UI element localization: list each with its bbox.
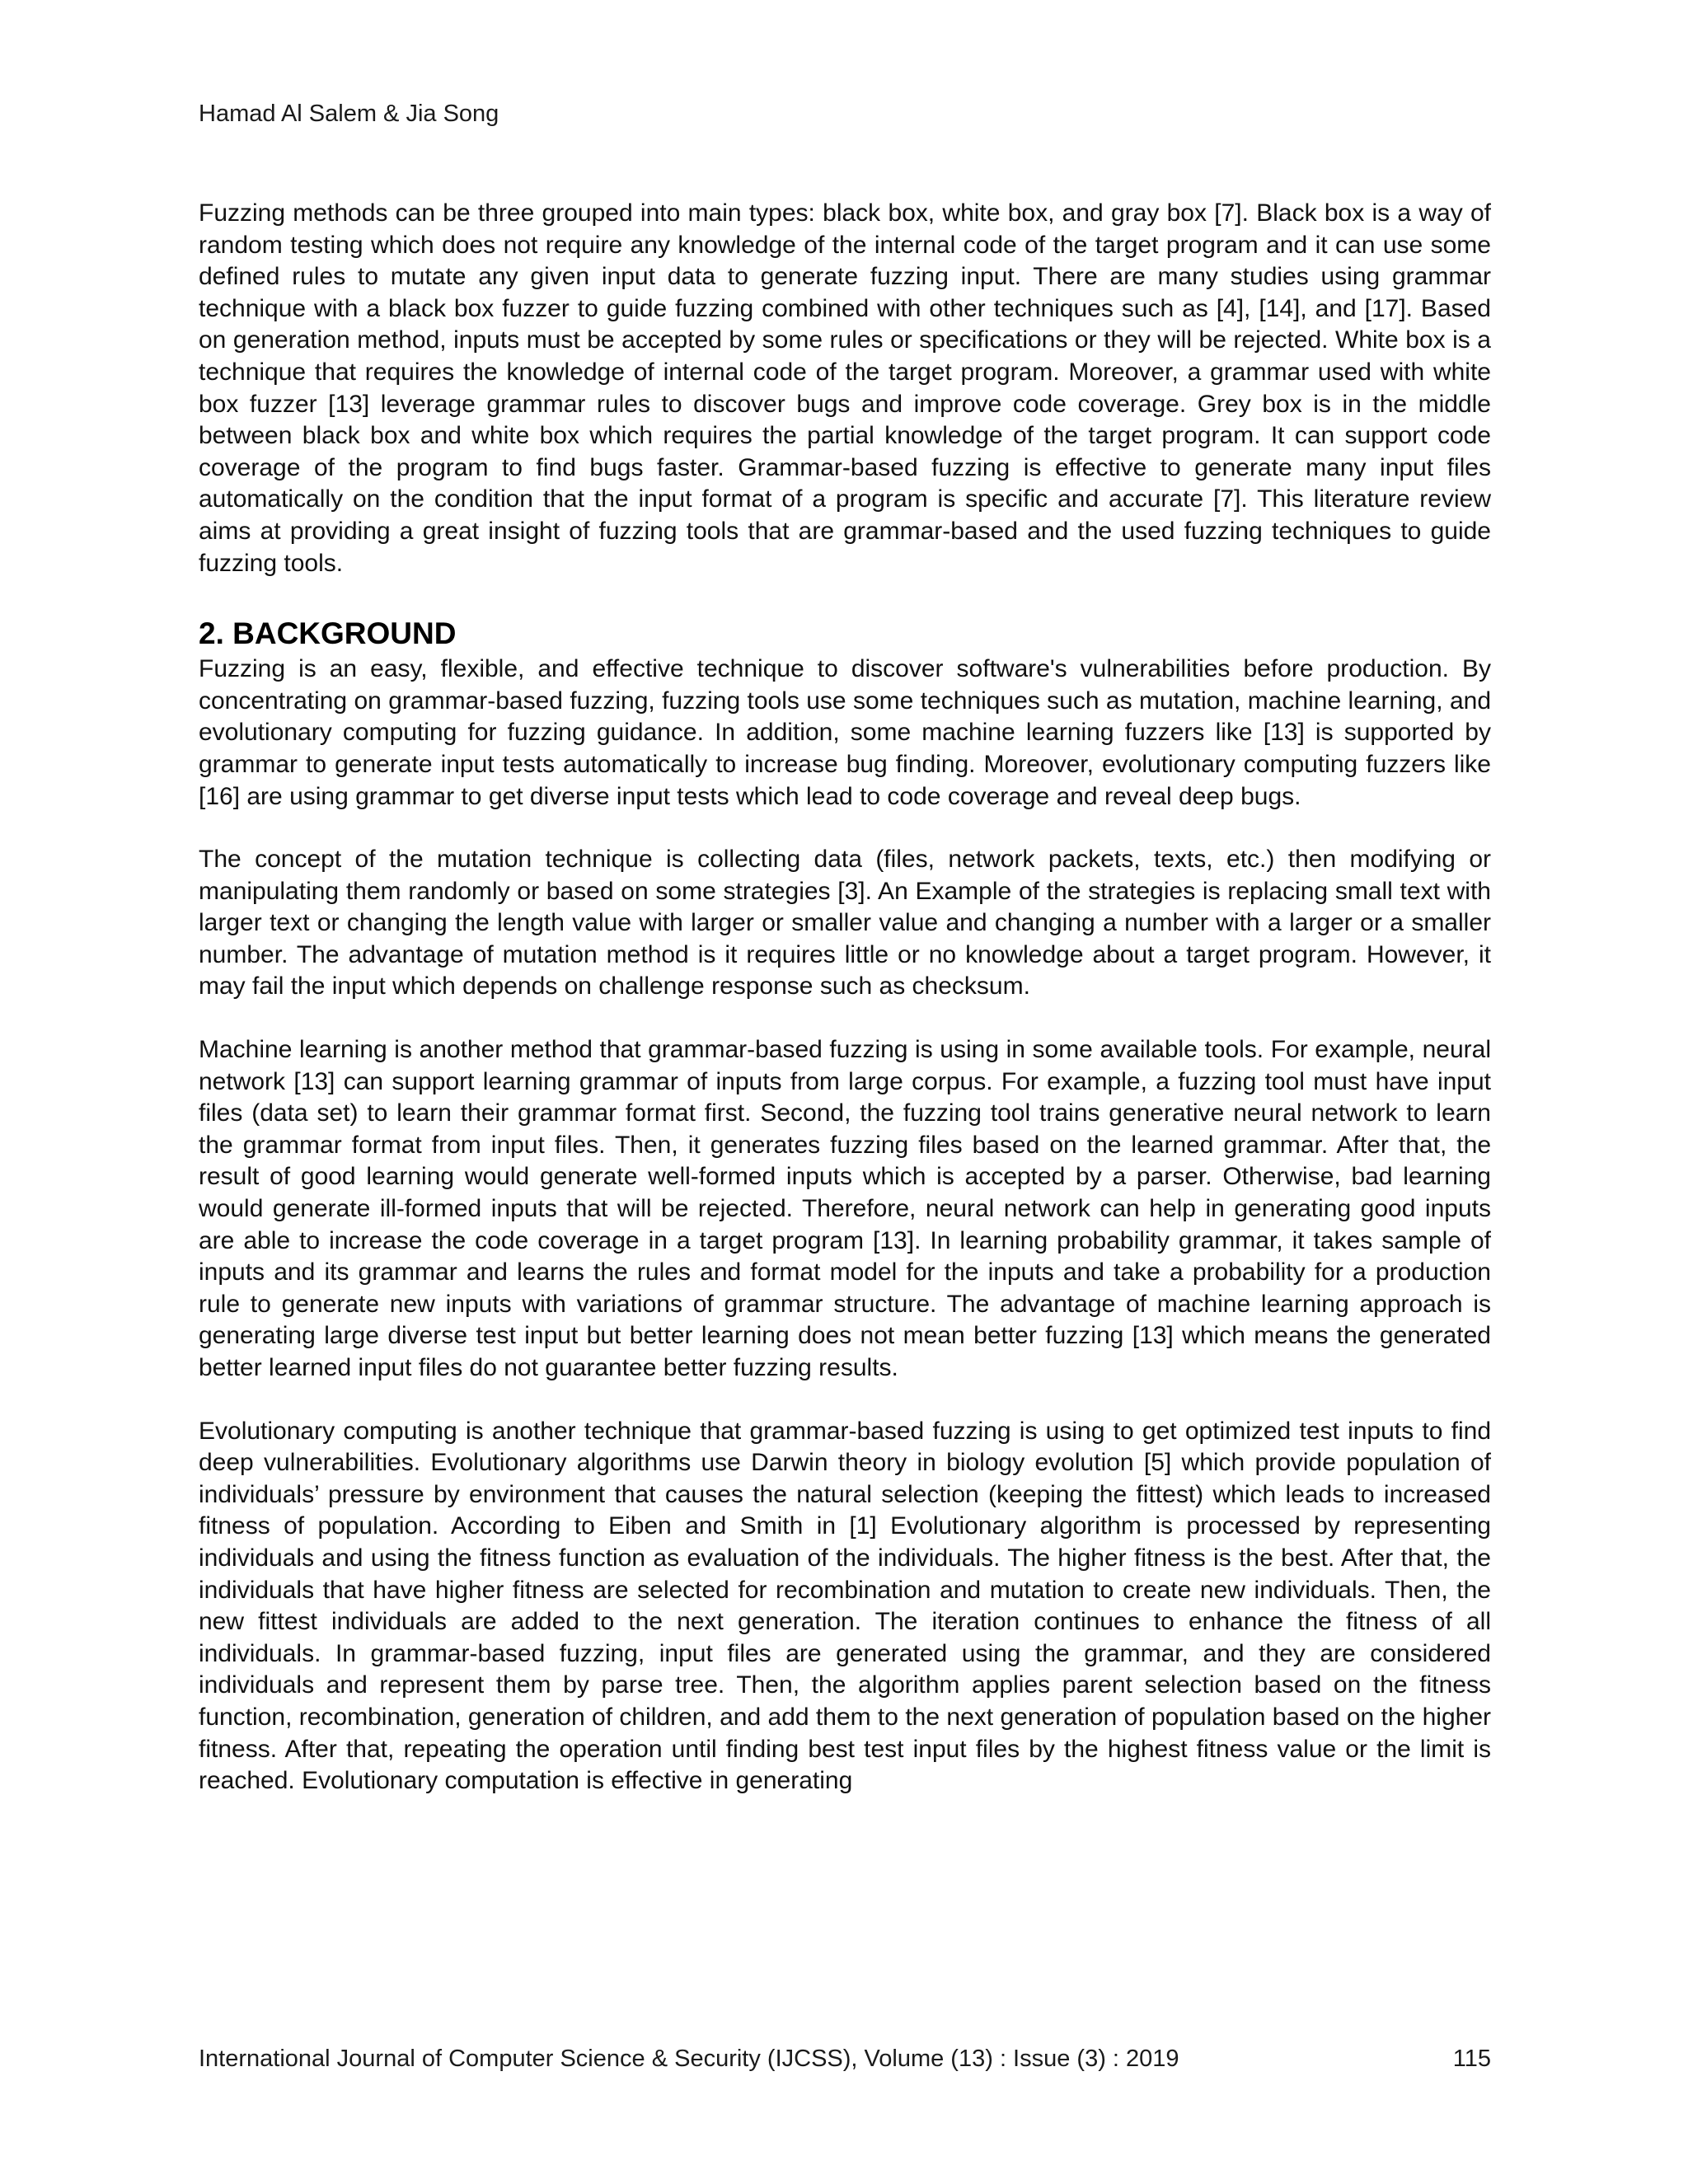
running-header-authors: Hamad Al Salem & Jia Song — [199, 101, 499, 127]
page-number: 115 — [1452, 2046, 1491, 2072]
intro-paragraph: Fuzzing methods can be three grouped into main types: black box, white box, and gray box [7]. Black box is a way of random testing which does not require any knowledge of the internal code of the target program and it can use some defined rules to mutate any given input data to generate fuzzing input. There are many studies using grammar technique with a black box fuzzer to guide fuzzing combined with other techniques such as [4], [14], and [17]. Based on generation method, inputs must be accepted by some rules or specifications or they will be rejected. White box is a technique that requires the knowledge of internal code of the target program. Moreover, a grammar used with white box fuzzer [13] leverage grammar rules to discover bugs and improve code coverage. Grey box is in the middle between black box and white box which requires the partial knowledge of the target program. It can support code coverage of the program to find bugs faster. Grammar-based fuzzing is effective to generate many input files automatically on the condition that the input format of a program is specific and accurate [7]. This literature review aims at providing a great insight of fuzzing tools that are grammar-based and the used fuzzing techniques to guide fuzzing tools. — [199, 199, 1491, 577]
page-footer — [199, 2042, 1491, 2075]
footer-journal-citation: International Journal of Computer Science & Security (IJCSS), Volume (13) : Issue (3) : 2019 — [199, 2046, 1179, 2072]
body-column — [199, 198, 1491, 1797]
body-paragraph: The concept of the mutation technique is collecting data (files, network packets, texts, etc.) then modifying or manipulating them randomly or based on some strategies [3]. An Example of the strategies is replacing small text with larger text or changing the length value with larger or smaller value and changing a number with a larger or a smaller number. The advantage of mutation method is it requires little or no knowledge about a target program. However, it may fail the input which depends on challenge response such as checksum. — [199, 846, 1491, 1001]
body-paragraph: Fuzzing is an easy, flexible, and effective technique to discover software's vulnerabilities before production. By concentrating on grammar-based fuzzing, fuzzing tools use some techniques such as mutation, machine learning, and evolutionary computing for fuzzing guidance. In addition, some machine learning fuzzers like [13] is supported by grammar to generate input tests automatically to increase bug finding. Moreover, evolutionary computing fuzzers like [16] are using grammar to get diverse input tests which lead to code coverage and reveal deep bugs. — [199, 655, 1491, 810]
body-paragraph: Machine learning is another method that grammar-based fuzzing is using in some available tools. For example, neural network [13] can support learning grammar of inputs from large corpus. For example, a fuzzing tool must have input files (data set) to learn their grammar format first. Second, the fuzzing tool trains generative neural network to learn the grammar format from input files. Then, it generates fuzzing files based on the learned grammar. After that, the result of good learning would generate well-formed inputs which is accepted by a parser. Otherwise, bad learning would generate ill-formed inputs that will be rejected. Therefore, neural network can help in generating good inputs are able to increase the code coverage in a target program [13]. In learning probability grammar, it takes sample of inputs and its grammar and learns the rules and format model for the inputs and take a probability for a production rule to generate new inputs with variations of grammar structure. The advantage of machine learning approach is generating large diverse test input but better learning does not mean better fuzzing [13] which means the generated better learned input files do not guarantee better fuzzing results. — [199, 1036, 1491, 1381]
section-heading-background: 2. BACKGROUND — [199, 616, 457, 651]
body-paragraph: Evolutionary computing is another technique that grammar-based fuzzing is using to get optimized test inputs to find deep vulnerabilities. Evolutionary algorithms use Darwin theory in biology evolution [5] which provide population of individuals’ pressure by environment that causes the natural selection (keeping the fittest) which leads to increased fitness of population. According to Eiben and Smith in [1] Evolutionary algorithm is processed by representing individuals and using the fitness function as evaluation of the individuals. The higher fitness is the best. After that, the individuals that have higher fitness are selected for recombination and mutation to create new individuals. Then, the new fittest individuals are added to the next generation. The iteration continues to enhance the fitness of all individuals. In grammar-based fuzzing, input files are generated using the grammar, and they are considered individuals and represent them by parse tree. Then, the algorithm applies parent selection based on the fitness function, recombination, generation of children, and add them to the next generation of population based on the higher fitness. After that, repeating the operation until finding best test input files by the highest fitness value or the limit is reached. Evolutionary computation is effective in generating — [199, 1417, 1491, 1795]
